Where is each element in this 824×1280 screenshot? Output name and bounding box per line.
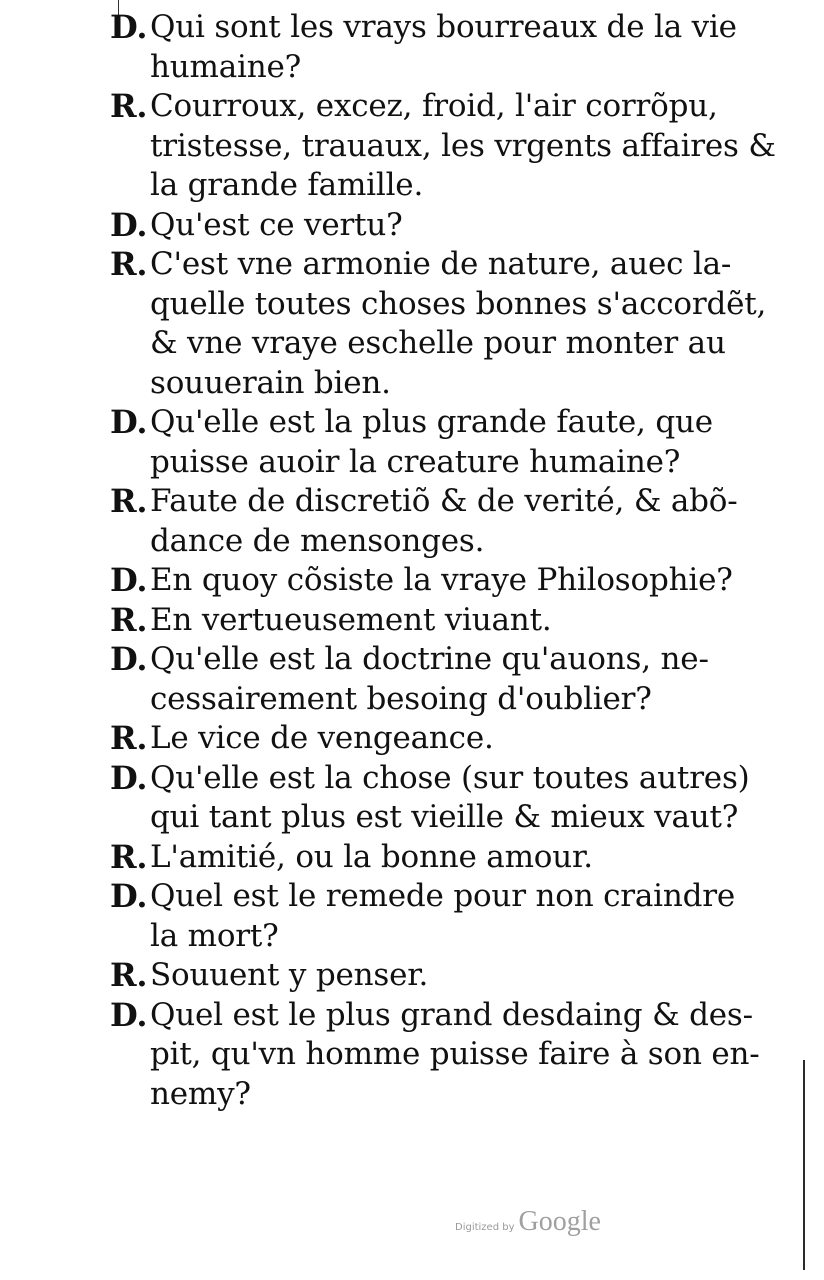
dialogue-entry (110, 561, 750, 601)
entry-text-line: C'est vne armonie de nature, auec la- (150, 246, 732, 282)
dialogue-entry (110, 87, 776, 206)
entry-text-line: dance de mensonges. (150, 522, 485, 559)
dialogue-list (110, 8, 776, 1114)
entry-text-line: qui tant plus est vieille & mieux vaut? (150, 799, 739, 835)
entry-text-line: quelle toutes choses bonnes s'accordẽt, (150, 285, 767, 322)
entry-text-line: Faute de discretiõ & de verité, & abõ- (150, 483, 738, 519)
speaker-marker: D. (110, 877, 148, 915)
speaker-marker: R. (110, 837, 148, 876)
entry-text-line: tristesse, trauaux, les vrgents affaires & (150, 127, 776, 164)
speaker-marker: D. (110, 640, 148, 678)
entry-text-line: souuerain bien. (150, 364, 391, 401)
entry-text-line: Courroux, excez, froid, l'air corrõpu, (150, 88, 718, 124)
entry-text-line: cessairement besoing d'oublier? (150, 680, 652, 717)
speaker-marker: D. (110, 8, 148, 46)
entry-text-line: Quel est le remede pour non craindre (150, 878, 736, 914)
entry-text-line: Le vice de vengeance. (150, 720, 494, 756)
entry-text-line: Qu'elle est la plus grande faute, que (150, 404, 713, 440)
dialogue-entry (110, 956, 750, 996)
entry-text-line: En vertueusement viuant. (150, 601, 552, 638)
entry-text-line: nemy? (150, 1075, 251, 1112)
entry-text-line: Qu'est ce vertu? (150, 206, 403, 243)
entry-text-line: Quel est le plus grand desdaing & des- (150, 996, 753, 1033)
speaker-marker: R. (110, 245, 148, 283)
entry-text-line: puisse auoir la creature humaine? (150, 443, 681, 480)
speaker-marker: R. (110, 956, 148, 994)
dialogue-entry (110, 640, 750, 719)
speaker-marker: R. (110, 719, 148, 757)
dialogue-entry (110, 206, 750, 246)
digitization-watermark (455, 1206, 601, 1238)
page-edge-line (803, 1060, 805, 1270)
entry-text-line: Qu'elle est la doctrine qu'auons, ne- (150, 641, 709, 677)
dialogue-entry (110, 482, 750, 561)
dialogue-entry (110, 8, 750, 87)
speaker-marker: D. (110, 995, 148, 1034)
dialogue-entry (110, 245, 767, 403)
speaker-marker: D. (110, 561, 148, 599)
entry-text-line: & vne vraye eschelle pour monter au (150, 325, 726, 361)
entry-text-line: la mort? (150, 917, 279, 954)
dialogue-entry (110, 759, 750, 838)
entry-text-line: Qui sont les vrays bourreaux de la vie (150, 9, 737, 45)
speaker-marker: D. (110, 758, 148, 797)
dialogue-entry (110, 601, 750, 641)
entry-text-line: la grande famille. (150, 167, 424, 203)
speaker-marker: D. (110, 403, 148, 441)
speaker-marker: D. (110, 205, 148, 244)
dialogue-entry (110, 838, 750, 878)
speaker-marker: R. (110, 87, 148, 125)
speaker-marker: R. (110, 600, 148, 639)
dialogue-entry (110, 719, 750, 759)
dialogue-entry (110, 403, 750, 482)
entry-text-line: Souuent y penser. (150, 957, 429, 993)
dialogue-entry (110, 995, 760, 1115)
entry-text-line: Qu'elle est la chose (sur toutes autres) (150, 759, 750, 796)
entry-text-line: pit, qu'vn homme puisse faire à son en- (150, 1036, 760, 1072)
speaker-marker: R. (110, 482, 148, 520)
watermark-brand: Google (518, 1206, 601, 1237)
watermark-prefix: Digitized by (455, 1222, 515, 1233)
entry-text-line: humaine? (150, 48, 302, 85)
entry-text-line: L'amitié, ou la bonne amour. (150, 838, 593, 875)
entry-text-line: En quoy cõsiste la vraye Philosophie? (150, 562, 733, 598)
dialogue-entry (110, 877, 750, 956)
